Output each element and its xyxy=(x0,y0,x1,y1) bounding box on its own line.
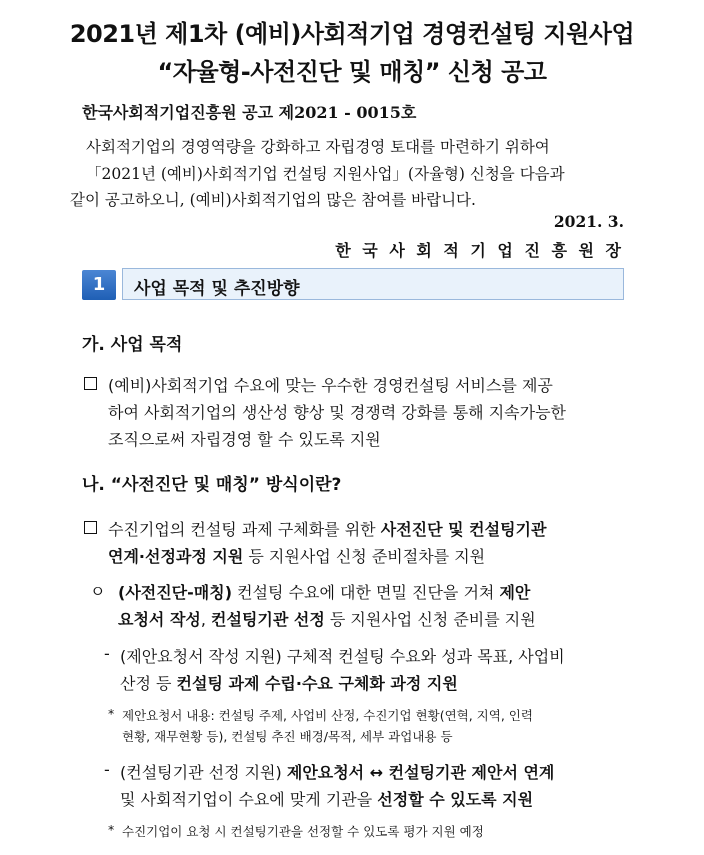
text-bold: 제안 xyxy=(499,583,531,602)
intro-line: 「2021년 (예비)사회적기업 컨설팅 지원사업」(자율형) 신청을 다음과 xyxy=(86,165,565,183)
text-bold: 요청서 작성 xyxy=(118,610,201,629)
dash-bullet: - xyxy=(104,644,110,663)
body-line xyxy=(108,517,546,540)
notice-number: 한국사회적기업진흥원 공고 제2021 - 0015호 xyxy=(82,103,417,122)
text-span: , xyxy=(200,610,212,629)
text-bold: 사전진단 및 컨설팅기관 xyxy=(380,520,547,539)
text-span: 컨설팅 수요에 대한 면밀 진단을 거쳐 xyxy=(232,583,500,602)
text-span: 및 사회적기업이 수요에 맞게 기관을 xyxy=(120,790,378,809)
body-line: (제안요청서 작성 지원) 구체적 컨설팅 수요와 성과 목표, 사업비 xyxy=(120,647,565,666)
text-bold: 제안요청서 ↔ 컨설팅기관 제안서 연계 xyxy=(286,763,555,782)
body-line xyxy=(120,787,533,810)
text-span: 등 지원사업 신청 준비절차를 지원 xyxy=(243,547,486,566)
text-bold: 컨설팅 과제 수립·수요 구체화 과정 지원 xyxy=(176,674,458,693)
dash-bullet: - xyxy=(104,760,110,779)
body-line: 하여 사회적기업의 생산성 향상 및 경쟁력 강화를 통해 지속가능한 xyxy=(108,403,567,422)
page-title: 2021년 제1차 (예비)사회적기업 경영컨설팅 지원사업 xyxy=(69,20,635,48)
notice-date: 2021. 3. xyxy=(553,212,624,231)
body-line xyxy=(118,580,530,603)
text-bold: 선정할 수 있도록 지원 xyxy=(377,790,534,809)
text-bold: (사전진단-매칭) xyxy=(118,583,233,602)
body-line xyxy=(118,607,536,630)
asterisk-bullet: * xyxy=(108,822,115,837)
page-subtitle: “자율형-사전진단 및 매칭” 신청 공고 xyxy=(157,58,547,86)
body-line xyxy=(120,760,554,783)
body-line: 조직으로써 자립경영 할 수 있도록 지원 xyxy=(108,430,381,449)
checkbox-bullet-icon xyxy=(84,521,97,534)
body-line xyxy=(120,671,458,694)
body-line xyxy=(108,544,485,567)
subsection-heading: 가. 사업 목적 xyxy=(82,335,183,355)
checkbox-bullet-icon xyxy=(84,377,97,390)
text-bold: 컨설팅기관 선정 xyxy=(211,610,325,629)
intro-line: 같이 공고하오니, (예비)사회적기업의 많은 참여를 바랍니다. xyxy=(70,191,476,209)
note-line: 수진기업이 요청 시 컨설팅기관을 선정할 수 있도록 평가 지원 예정 xyxy=(122,824,484,839)
text-span: (컨설팅기관 선정 지원) xyxy=(120,763,287,782)
body-line: (예비)사회적기업 수요에 맞는 우수한 경영컨설팅 서비스를 제공 xyxy=(108,376,553,395)
intro-line: 사회적기업의 경영역량을 강화하고 자립경영 토대를 마련하기 위하여 xyxy=(86,138,550,156)
section-number-badge: 1 xyxy=(82,270,116,300)
section-title: 사업 목적 및 추진방향 xyxy=(134,279,300,299)
text-span: 수진기업의 컨설팅 과제 구체화를 위한 xyxy=(108,520,381,539)
note-line: 제안요청서 내용: 컨설팅 주제, 사업비 산정, 수진기업 현황(연혁, 지역, 인력 xyxy=(122,708,533,723)
text-span: 산정 등 xyxy=(120,674,177,693)
text-bold: 연계·선정과정 지원 xyxy=(108,547,244,566)
subsection-heading: 나. “사전진단 및 매칭” 방식이란? xyxy=(82,475,342,495)
note-line: 현황, 재무현황 등), 컨설팅 추진 배경/목적, 세부 과업내용 등 xyxy=(122,729,453,744)
text-span: 등 지원사업 신청 준비를 지원 xyxy=(324,610,536,629)
circle-bullet-icon: ㅇ xyxy=(90,582,106,601)
signatory: 한 국 사 회 적 기 업 진 흥 원 장 xyxy=(335,241,624,260)
asterisk-bullet: * xyxy=(108,706,115,721)
